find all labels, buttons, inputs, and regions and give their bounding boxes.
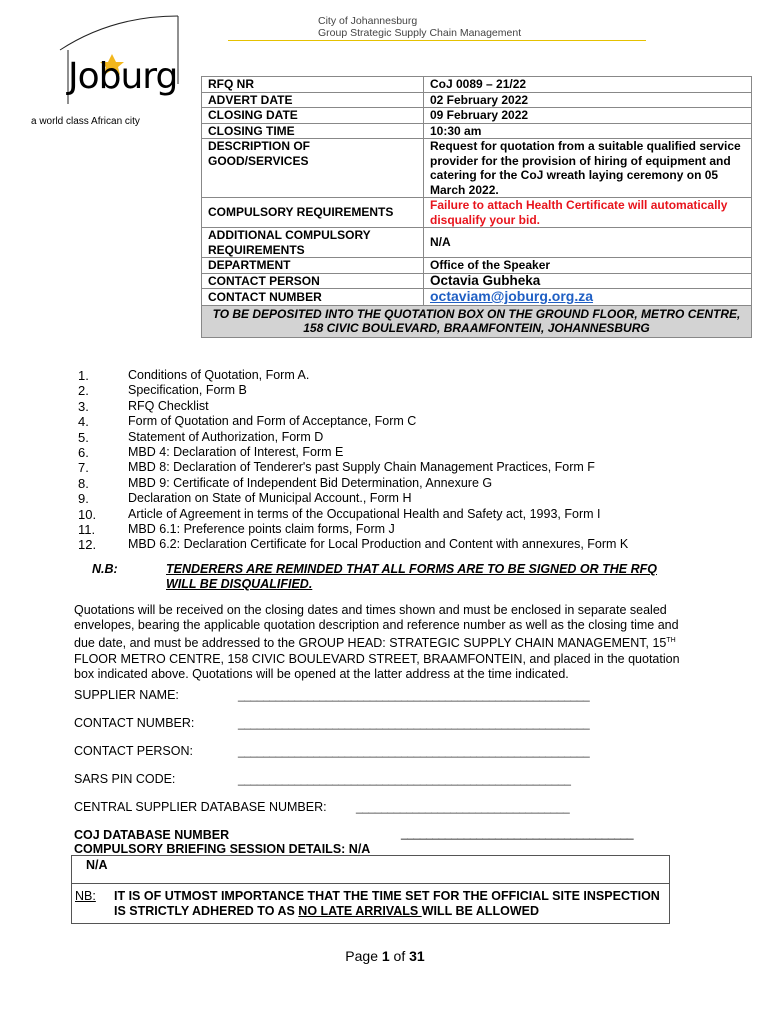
header-org: City of Johannesburg — [318, 15, 418, 27]
box-text-underlined: NO LATE ARRIVALS — [298, 904, 422, 918]
box-text-part1: IT IS OF UTMOST IMPORTANCE THAT THE TIME SET FOR THE OFFICIAL SITE INSPECTION IS STRICTLY ADHERED TO AS — [114, 889, 660, 918]
list-item-number: 1. — [78, 368, 89, 383]
list-item-text: MBD 9: Certificate of Independent Bid Determination, Annexure G — [128, 475, 493, 490]
header-dept: Group Strategic Supply Chain Management — [318, 27, 522, 39]
sars-pin-label: SARS PIN CODE: — [74, 772, 176, 786]
table-row — [202, 289, 752, 306]
table-row — [202, 92, 752, 108]
table-row — [202, 305, 752, 337]
list-item-number: 7. — [78, 460, 89, 476]
list-item-number: 5. — [78, 429, 89, 445]
list-item-number: 9. — [78, 491, 89, 507]
list-item-text: Conditions of Quotation, Form A. — [128, 368, 310, 382]
box-divider — [72, 883, 669, 884]
box-nb-label: NB: — [75, 889, 96, 903]
list-item-text: MBD 6.2: Declaration Certificate for Local Production and Content with annexures, Form K — [128, 537, 629, 552]
list-item-number: 2. — [78, 383, 89, 399]
table-row — [202, 273, 752, 289]
list-item-text: Statement of Authorization, Form D — [128, 429, 324, 444]
supplier-name-field[interactable]: ________________________________________________________ — [238, 688, 590, 702]
coj-database-block — [74, 828, 370, 856]
briefing-session: COMPULSORY BRIEFING SESSION DETAILS: N/A — [74, 842, 371, 856]
department-label: DEPARTMENT — [202, 258, 424, 274]
deposit-instructions: TO BE DEPOSITED INTO THE QUOTATION BOX ON THE GROUND FLOOR, METRO CENTRE, 158 CIVIC BOULEVARD, BRAAMFONTEIN, JOHANNESBURG — [202, 305, 752, 337]
table-row — [202, 198, 752, 228]
list-item-text: Specification, Form B — [128, 383, 247, 398]
csd-number-field[interactable]: __________________________________ — [356, 800, 570, 814]
list-item-number: 6. — [78, 444, 89, 460]
page-word: Page — [345, 948, 382, 964]
list-item-text: MBD 6.1: Preference points claim forms, Form J — [128, 521, 395, 536]
additional-value: N/A — [424, 228, 752, 258]
briefing-na: N/A — [86, 858, 108, 872]
table-row — [202, 123, 752, 139]
table-row — [202, 108, 752, 124]
list-item-number: 8. — [78, 475, 89, 491]
page-of: of — [389, 948, 410, 964]
paragraph-sup: TH — [666, 637, 676, 645]
list-item-text: Form of Quotation and Form of Acceptance, Form C — [128, 414, 417, 429]
list-item-number: 4. — [78, 414, 89, 430]
list-item-number: 12. — [78, 537, 97, 553]
closing-date-value: 09 February 2022 — [424, 108, 752, 124]
list-item-text: MBD 4: Declaration of Interest, Form E — [128, 444, 344, 459]
list-item-text: MBD 8: Declaration of Tenderer's past Supply Chain Management Practices, Form F — [128, 460, 595, 475]
list-item-text: Declaration on State of Municipal Account., Form H — [128, 491, 412, 506]
paragraph-part1: Quotations will be received on the closing dates and times shown and must be enclosed in separate sealed envelopes, bearing the applicable quotation description and reference number as well as the closing time and due date, and must be addressed to the GROUP HEAD: STRATEGIC SUPPLY CHAIN MANAGEMENT, 15 — [74, 603, 679, 651]
contact-number-cell — [424, 289, 752, 306]
logo-tagline: a world class African city — [31, 116, 140, 127]
compulsory-label: COMPULSORY REQUIREMENTS — [202, 198, 424, 228]
description-label-line1: DESCRIPTION OF — [208, 139, 311, 153]
list-item-number: 10. — [78, 506, 97, 522]
department-value: Office of the Speaker — [424, 258, 752, 274]
advert-date-label: ADVERT DATE — [202, 92, 424, 108]
contact-person-field[interactable]: ________________________________________________________ — [238, 744, 590, 758]
header-text — [318, 15, 521, 39]
description-label — [202, 139, 424, 198]
compulsory-value: Failure to attach Health Certificate will automatically disqualify your bid. — [424, 198, 752, 228]
table-row — [202, 228, 752, 258]
additional-label: ADDITIONAL COMPULSORY REQUIREMENTS — [202, 228, 424, 258]
site-inspection-box — [71, 855, 670, 924]
contact-person-value: Octavia Gubheka — [424, 273, 752, 289]
notice-text: TENDERERS ARE REMINDED THAT ALL FORMS ARE TO BE SIGNED OR THE RFQ WILL BE DISQUALIFIED. — [166, 562, 657, 591]
coj-database-field[interactable]: _____________________________________ — [401, 826, 634, 840]
contact-person-label: CONTACT PERSON — [202, 273, 424, 289]
table-row — [202, 139, 752, 198]
page-current: 1 — [381, 948, 390, 964]
list-item-number: 3. — [78, 398, 89, 414]
list-item-number: 11. — [78, 521, 96, 537]
box-text-part2: WILL BE ALLOWED — [421, 904, 540, 918]
contact-number-field-label: CONTACT NUMBER: — [74, 716, 195, 730]
submission-paragraph — [74, 603, 698, 682]
supplier-name-label: SUPPLIER NAME: — [74, 688, 179, 702]
contact-number-field[interactable]: ________________________________________________________ — [238, 716, 590, 730]
contact-person-field-label: CONTACT PERSON: — [74, 744, 193, 758]
rfq-details-table — [201, 76, 752, 338]
page-total: 31 — [409, 948, 425, 964]
page-number — [0, 948, 770, 964]
rfq-nr-value: CoJ 0089 – 21/22 — [424, 77, 752, 93]
description-label-line2: GOOD/SERVICES — [208, 153, 309, 168]
logo-wordmark: Joburg — [68, 56, 178, 97]
box-nb-text — [114, 889, 664, 919]
advert-date-value: 02 February 2022 — [424, 92, 752, 108]
list-item-text: RFQ Checklist — [128, 398, 209, 413]
list-item-text: Article of Agreement in terms of the Occupational Health and Safety act, 1993, Form I — [128, 506, 601, 521]
description-value: Request for quotation from a suitable qualified service provider for the provision of hiring of equipment and catering for the CoJ wreath laying ceremony on 05 March 2022. — [424, 139, 752, 198]
paragraph-part2: FLOOR METRO CENTRE, 158 CIVIC BOULEVARD STREET, BRAAMFONTEIN, and placed in the quotation box indicated above. Quotations will be opened at the latter address at the time indicated. — [74, 651, 680, 681]
coj-database-label: COJ DATABASE NUMBER — [74, 828, 230, 842]
table-row — [202, 258, 752, 274]
notice-label: N.B: — [92, 562, 118, 576]
closing-date-label: CLOSING DATE — [202, 108, 424, 124]
header-rule — [228, 40, 646, 41]
rfq-nr-label: RFQ NR — [202, 77, 424, 93]
csd-number-label: CENTRAL SUPPLIER DATABASE NUMBER: — [74, 800, 327, 814]
contact-number-label: CONTACT NUMBER — [202, 289, 424, 306]
sars-pin-field[interactable]: _____________________________________________________ — [238, 772, 571, 786]
table-row — [202, 77, 752, 93]
closing-time-label: CLOSING TIME — [202, 123, 424, 139]
contact-email-link[interactable]: octaviam@joburg.org.za — [430, 288, 594, 304]
closing-time-value: 10:30 am — [424, 123, 752, 139]
